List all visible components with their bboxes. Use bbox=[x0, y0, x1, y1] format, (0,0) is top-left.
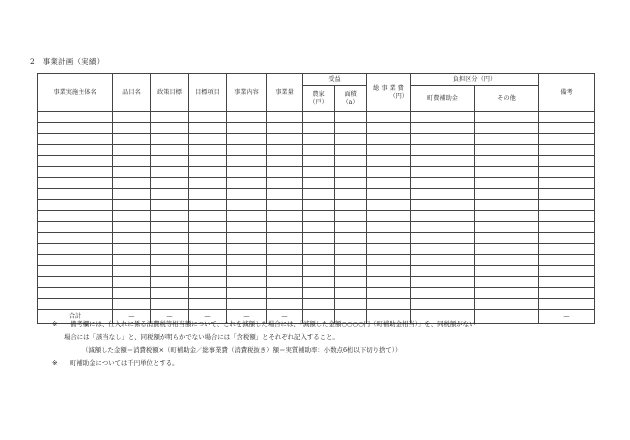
note-1 bbox=[52, 318, 612, 331]
section-title: 2 事業計画（実績） bbox=[30, 57, 105, 66]
header-total-cost-label: 総 事 業 費 bbox=[373, 84, 404, 92]
table-row bbox=[38, 266, 595, 277]
table-row bbox=[38, 145, 595, 156]
header-target-item: 目標項目 bbox=[189, 74, 227, 112]
note-1-line-2: 場合には「該当なし」と、同税額が明らかでない場合には「含税額」とそれぞれ記入すること。 bbox=[64, 333, 339, 341]
note-1-line-1: 備考欄には、仕入れに係る消費税等相当額について、これを減額した場合には、「減額した金額○○○○円（町補助金相当）」を、同税額がない bbox=[70, 320, 476, 328]
header-farmers bbox=[303, 86, 335, 112]
header-area-label: 面積 bbox=[344, 90, 357, 98]
header-total-cost bbox=[367, 74, 411, 112]
table-row bbox=[38, 134, 595, 145]
table-row bbox=[38, 299, 595, 310]
table-row bbox=[38, 222, 595, 233]
header-item: 品目名 bbox=[113, 74, 151, 112]
total-policy-dash: — bbox=[151, 310, 189, 324]
total-volume-dash: — bbox=[267, 310, 303, 324]
header-total-cost-unit: （円） bbox=[389, 92, 408, 100]
table-row bbox=[38, 255, 595, 266]
header-other: その他 bbox=[475, 86, 539, 112]
table-row bbox=[38, 167, 595, 178]
note-mark: ※ bbox=[52, 320, 58, 328]
total-target-dash: — bbox=[189, 310, 227, 324]
note-1-line-3: （減額した金額＝消費税額×（町補助金／総事業費（消費税抜き）額＝実質補助率：小数点6桁以下切り捨て）） bbox=[82, 346, 402, 354]
notes bbox=[52, 318, 612, 370]
table-row bbox=[38, 123, 595, 134]
table-row bbox=[38, 288, 595, 299]
header-farmers-unit: （戸） bbox=[309, 98, 328, 106]
table-row bbox=[38, 178, 595, 189]
total-content-dash: — bbox=[227, 310, 267, 324]
table-row bbox=[38, 211, 595, 222]
table-row bbox=[38, 233, 595, 244]
table-row bbox=[38, 277, 595, 288]
table-row bbox=[38, 156, 595, 167]
total-label: 合計 bbox=[38, 310, 113, 324]
total-remarks-dash: — bbox=[539, 310, 595, 324]
table-row bbox=[38, 189, 595, 200]
note-2 bbox=[52, 357, 612, 370]
header-entity: 事業実施主体名 bbox=[38, 74, 113, 112]
header-area-unit: （a） bbox=[342, 98, 359, 106]
header-farmers-label: 農家 bbox=[312, 90, 325, 98]
note-mark: ※ bbox=[52, 359, 58, 367]
header-volume: 事業量 bbox=[267, 74, 303, 112]
header-beneficiary: 受益 bbox=[303, 74, 367, 86]
note-2-text: 町補助金については千円単位とする。 bbox=[70, 359, 179, 367]
table-row bbox=[38, 112, 595, 123]
header-content: 事業内容 bbox=[227, 74, 267, 112]
header-area bbox=[335, 86, 367, 112]
header-burden: 負担区分（円） bbox=[411, 74, 539, 86]
business-plan-table bbox=[37, 73, 595, 324]
header-row-1 bbox=[38, 74, 595, 86]
header-policy-goal: 政策目標 bbox=[151, 74, 189, 112]
table-row bbox=[38, 244, 595, 255]
total-item-dash: — bbox=[113, 310, 151, 324]
header-town-subsidy: 町費補助金 bbox=[411, 86, 475, 112]
header-remarks: 備考 bbox=[539, 74, 595, 112]
table-row bbox=[38, 200, 595, 211]
